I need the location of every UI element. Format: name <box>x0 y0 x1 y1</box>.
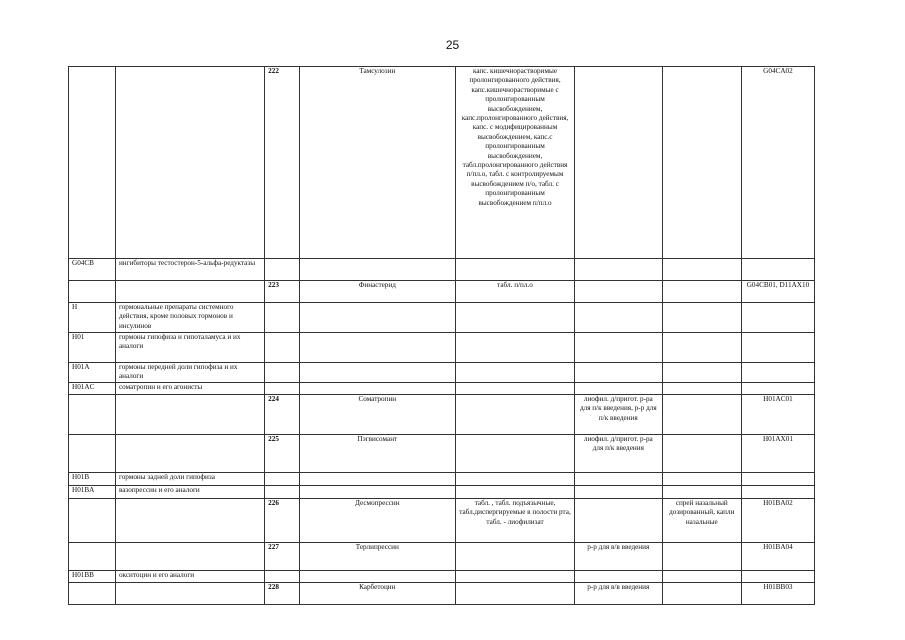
row-code: H <box>69 303 116 333</box>
dosage-forms-secondary: лиофил. д/пригот. р-ра для п/к введения <box>574 434 662 472</box>
row-description: гормоны гипофиза и гипоталамуса и их аналоги <box>115 333 264 363</box>
atc-code: H01BA04 <box>741 542 814 570</box>
dosage-forms-other: спрей назальный дозированный, капли назальные <box>662 498 741 542</box>
dosage-forms-other <box>662 582 741 604</box>
row-code <box>69 67 116 259</box>
dosage-forms-other <box>662 259 741 281</box>
dosage-forms-primary: табл. , табл. подъязычные, табл.диспергируемые в полости рта, табл. - лиофилизат <box>456 498 575 542</box>
dosage-forms-secondary <box>574 281 662 303</box>
row-number: 227 <box>265 542 299 570</box>
row-code <box>69 498 116 542</box>
atc-code: H01BA02 <box>741 498 814 542</box>
row-code: H01BB <box>69 570 116 582</box>
row-number: 222 <box>265 67 299 259</box>
row-number <box>265 333 299 363</box>
dosage-forms-other <box>662 281 741 303</box>
dosage-forms-primary <box>456 303 575 333</box>
dosage-forms-secondary <box>574 498 662 542</box>
table-row <box>69 542 815 570</box>
table-body <box>69 67 815 605</box>
dosage-forms-primary <box>456 333 575 363</box>
table-row <box>69 281 815 303</box>
row-description: гормоны передней доли гипофиза и их аналоги <box>115 363 264 383</box>
row-code: H01AC <box>69 382 116 394</box>
row-number <box>265 472 299 485</box>
dosage-forms-other <box>662 382 741 394</box>
dosage-forms-secondary <box>574 333 662 363</box>
drug-name <box>299 259 456 281</box>
row-code: H01B <box>69 472 116 485</box>
dosage-forms-secondary: р-р для в/в введения <box>574 582 662 604</box>
dosage-forms-secondary <box>574 303 662 333</box>
page-number: 25 <box>445 38 460 52</box>
row-number <box>265 363 299 383</box>
row-code: H01BA <box>69 485 116 498</box>
atc-code: G04CB01, D11AX10 <box>741 281 814 303</box>
atc-code <box>741 363 814 383</box>
row-description: окситоцин и его аналоги <box>115 570 264 582</box>
row-number: 224 <box>265 394 299 434</box>
dosage-forms-other <box>662 570 741 582</box>
row-number <box>265 570 299 582</box>
drug-name: Пэгвисомант <box>299 434 456 472</box>
drug-name <box>299 303 456 333</box>
row-description <box>115 582 264 604</box>
dosage-forms-secondary <box>574 472 662 485</box>
dosage-forms-secondary <box>574 259 662 281</box>
dosage-forms-other <box>662 472 741 485</box>
row-description <box>115 67 264 259</box>
table-row <box>69 382 815 394</box>
drug-name: Десмопрессин <box>299 498 456 542</box>
dosage-forms-other <box>662 67 741 259</box>
drug-name: Финастерид <box>299 281 456 303</box>
table-row <box>69 485 815 498</box>
dosage-forms-secondary <box>574 485 662 498</box>
table-row <box>69 333 815 363</box>
dosage-forms-secondary <box>574 382 662 394</box>
row-description <box>115 434 264 472</box>
dosage-forms-secondary <box>574 570 662 582</box>
row-code <box>69 394 116 434</box>
row-description <box>115 281 264 303</box>
table-row <box>69 582 815 604</box>
table-row <box>69 498 815 542</box>
row-code <box>69 582 116 604</box>
dosage-forms-primary <box>456 472 575 485</box>
dosage-forms-secondary <box>574 67 662 259</box>
dosage-forms-secondary: лиофил. д/пригот. р-ра для п/к введения, р-р для п/к введения <box>574 394 662 434</box>
drug-name <box>299 363 456 383</box>
dosage-forms-primary <box>456 434 575 472</box>
atc-code <box>741 303 814 333</box>
dosage-forms-other <box>662 485 741 498</box>
row-number: 226 <box>265 498 299 542</box>
table-row <box>69 570 815 582</box>
dosage-forms-primary: капс. кишечнорастворимые пролонгированного действия, капс.кишечнорастворимые с пролонгированным высвобождением, капс.пролонгированного действия, капс. с модифицированным высвобождением, капс.с пролонгированным высвобождением, табл.пролонгированного действия п/пл.о, табл. с контролируемым высвобождением п/о, табл. с пролонгированным высвобождением п/пл.о <box>456 67 575 259</box>
row-number: 228 <box>265 582 299 604</box>
atc-code <box>741 382 814 394</box>
atc-code: H01AX01 <box>741 434 814 472</box>
drug-name <box>299 333 456 363</box>
drug-name: Соматропин <box>299 394 456 434</box>
table-row <box>69 259 815 281</box>
atc-code: G04CA02 <box>741 67 814 259</box>
row-description: соматропин и его агонисты <box>115 382 264 394</box>
dosage-forms-other <box>662 363 741 383</box>
dosage-forms-primary <box>456 394 575 434</box>
row-description: гормональные препараты системного действия, кроме половых гормонов и инсулинов <box>115 303 264 333</box>
table-row <box>69 363 815 383</box>
dosage-forms-primary <box>456 570 575 582</box>
atc-code <box>741 472 814 485</box>
dosage-forms-primary <box>456 363 575 383</box>
row-number <box>265 303 299 333</box>
row-code <box>69 281 116 303</box>
row-code: G04CB <box>69 259 116 281</box>
dosage-forms-other <box>662 434 741 472</box>
drug-name: Карбетоцин <box>299 582 456 604</box>
row-code <box>69 434 116 472</box>
row-code <box>69 542 116 570</box>
dosage-forms-primary <box>456 542 575 570</box>
table-row <box>69 472 815 485</box>
medication-table <box>68 66 815 605</box>
row-description: ингибиторы тестостерон-5-альфа-редуктазы <box>115 259 264 281</box>
dosage-forms-primary <box>456 259 575 281</box>
drug-name: Терлипрессин <box>299 542 456 570</box>
row-code: H01 <box>69 333 116 363</box>
row-description <box>115 542 264 570</box>
table-row <box>69 303 815 333</box>
drug-name <box>299 570 456 582</box>
atc-code <box>741 259 814 281</box>
drug-name: Тамсулозин <box>299 67 456 259</box>
atc-code <box>741 570 814 582</box>
table-row <box>69 67 815 259</box>
atc-code: H01AC01 <box>741 394 814 434</box>
row-description: вазопрессин и его аналоги <box>115 485 264 498</box>
table-row <box>69 434 815 472</box>
dosage-forms-other <box>662 303 741 333</box>
dosage-forms-other <box>662 542 741 570</box>
dosage-forms-secondary <box>574 363 662 383</box>
row-description <box>115 498 264 542</box>
row-number: 225 <box>265 434 299 472</box>
row-description: гормоны задней доли гипофиза <box>115 472 264 485</box>
atc-code <box>741 485 814 498</box>
atc-code: H01BB03 <box>741 582 814 604</box>
row-description <box>115 394 264 434</box>
dosage-forms-primary <box>456 485 575 498</box>
drug-name <box>299 472 456 485</box>
dosage-forms-primary <box>456 582 575 604</box>
row-number <box>265 382 299 394</box>
row-number <box>265 259 299 281</box>
dosage-forms-other <box>662 333 741 363</box>
row-number: 223 <box>265 281 299 303</box>
drug-name <box>299 382 456 394</box>
table-row <box>69 394 815 434</box>
drug-name <box>299 485 456 498</box>
row-code: H01A <box>69 363 116 383</box>
dosage-forms-secondary: р-р для в/в введения <box>574 542 662 570</box>
dosage-forms-primary <box>456 382 575 394</box>
dosage-forms-other <box>662 394 741 434</box>
dosage-forms-primary: табл. п/пл.о <box>456 281 575 303</box>
row-number <box>265 485 299 498</box>
atc-code <box>741 333 814 363</box>
